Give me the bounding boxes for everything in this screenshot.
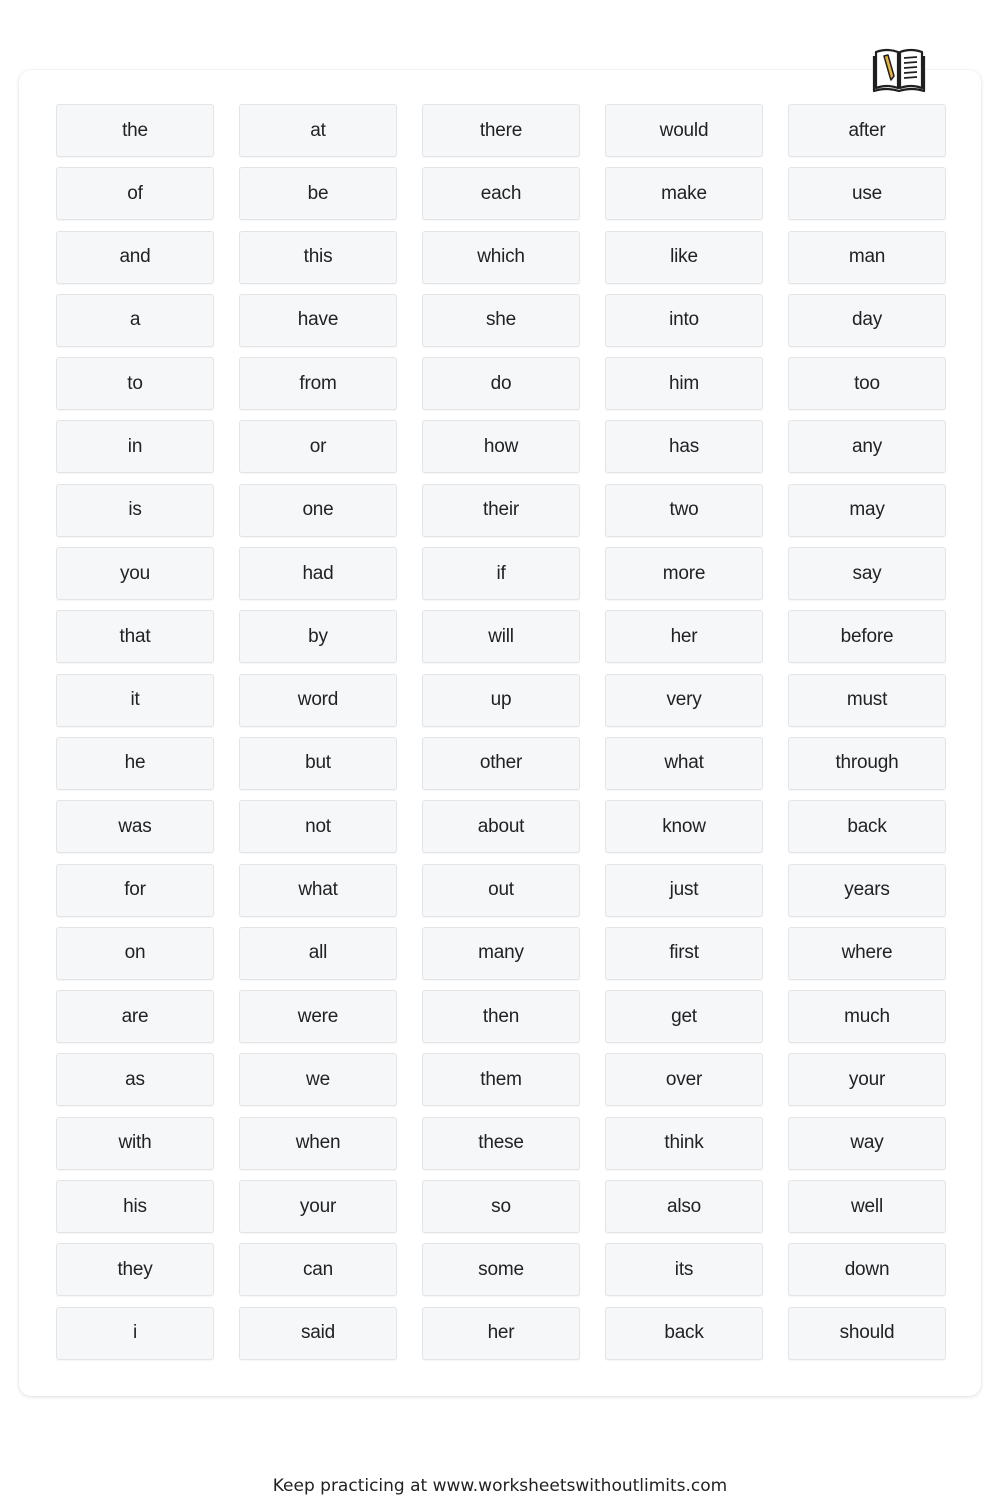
word-label: when (295, 1132, 341, 1154)
word-label: get (671, 1005, 697, 1027)
word-label: he (124, 752, 146, 774)
word-cell (605, 357, 763, 410)
word-cell (239, 104, 397, 157)
word-label: first (669, 942, 699, 964)
word-label: up (490, 689, 512, 711)
footer-text: Keep practicing at www.worksheetswithoutlimits.com (272, 1476, 728, 1496)
word-cell (788, 1243, 946, 1296)
word-label: not (305, 815, 331, 837)
word-cell (239, 167, 397, 220)
word-cell (56, 1307, 214, 1360)
word-label: should (839, 1322, 895, 1344)
word-label: for (124, 879, 146, 901)
word-label: down (844, 1258, 890, 1280)
word-cell (788, 1307, 946, 1360)
word-cell (239, 927, 397, 980)
word-cell (56, 357, 214, 410)
word-cell (788, 167, 946, 220)
word-cell (56, 1117, 214, 1170)
word-label: way (850, 1132, 884, 1154)
word-label: very (666, 689, 702, 711)
word-label: out (488, 879, 514, 901)
word-cell (239, 294, 397, 347)
word-label: back (664, 1322, 704, 1344)
word-label: any (851, 435, 883, 457)
word-label: after (848, 119, 886, 141)
word-label: think (664, 1132, 704, 1154)
word-cell (239, 1307, 397, 1360)
word-label: back (847, 815, 887, 837)
word-cell (422, 357, 580, 410)
word-label: make (661, 182, 707, 204)
word-cell (422, 1117, 580, 1170)
word-label: say (852, 562, 882, 584)
word-cell (239, 1053, 397, 1106)
word-label: they (117, 1258, 153, 1280)
word-cell (788, 674, 946, 727)
word-cell (56, 1180, 214, 1233)
word-label: the (122, 119, 148, 141)
word-cell (788, 990, 946, 1043)
word-cell (605, 864, 763, 917)
word-label: about (477, 815, 525, 837)
word-label: like (670, 246, 698, 268)
word-cell (422, 1053, 580, 1106)
word-cell (788, 1117, 946, 1170)
word-cell (239, 800, 397, 853)
word-cell (788, 1180, 946, 1233)
word-label: at (310, 119, 326, 141)
word-label: with (118, 1132, 152, 1154)
word-cell (605, 610, 763, 663)
word-cell (788, 1053, 946, 1106)
word-label: but (305, 752, 331, 774)
word-cell (788, 547, 946, 600)
word-label: well (851, 1195, 883, 1217)
word-cell (56, 294, 214, 347)
word-cell (239, 547, 397, 600)
word-cell (788, 231, 946, 284)
word-cell (788, 420, 946, 473)
word-label: then (482, 1005, 520, 1027)
word-cell (422, 420, 580, 473)
word-cell (239, 864, 397, 917)
word-label: their (483, 499, 519, 521)
word-cell (422, 800, 580, 853)
word-label: many (478, 942, 524, 964)
word-cell (56, 1053, 214, 1106)
word-cell (422, 990, 580, 1043)
word-label: word (297, 689, 339, 711)
word-label: into (669, 309, 699, 331)
word-label: if (496, 562, 506, 584)
word-label: we (306, 1068, 330, 1090)
word-label: its (674, 1258, 694, 1280)
word-label: man (848, 246, 886, 268)
word-cell (422, 1307, 580, 1360)
word-label: where (841, 942, 893, 964)
word-label: more (662, 562, 706, 584)
word-label: before (840, 625, 894, 647)
word-cell (56, 547, 214, 600)
word-label: her (670, 625, 698, 647)
word-label: one (302, 499, 334, 521)
word-cell (605, 1117, 763, 1170)
book-logo-icon (872, 44, 926, 94)
word-cell (56, 231, 214, 284)
word-label: from (299, 372, 337, 394)
word-cell (605, 927, 763, 980)
word-label: his (123, 1195, 147, 1217)
word-cell (605, 737, 763, 790)
word-cell (788, 610, 946, 663)
word-cell (239, 1180, 397, 1233)
word-label: it (130, 689, 140, 711)
word-label: are (121, 1005, 149, 1027)
word-cell (56, 927, 214, 980)
word-label: some (478, 1258, 524, 1280)
word-cell (422, 610, 580, 663)
word-label: may (849, 499, 885, 521)
word-cell (605, 294, 763, 347)
word-label: a (129, 309, 141, 331)
word-label: what (298, 879, 338, 901)
word-cell (56, 737, 214, 790)
word-label: how (483, 435, 519, 457)
word-label: was (118, 815, 152, 837)
word-cell (605, 547, 763, 600)
word-label: must (846, 689, 888, 711)
word-cell (422, 294, 580, 347)
word-label: and (119, 246, 151, 268)
word-cell (422, 1243, 580, 1296)
word-cell (605, 484, 763, 537)
word-cell (239, 420, 397, 473)
word-label: by (308, 625, 328, 647)
word-label: what (664, 752, 704, 774)
word-cell (605, 674, 763, 727)
word-cell (422, 484, 580, 537)
word-label: each (480, 182, 522, 204)
word-label: she (485, 309, 517, 331)
word-cell (605, 990, 763, 1043)
word-label: has (668, 435, 700, 457)
word-label: him (668, 372, 699, 394)
sight-word-grid (56, 104, 946, 1360)
word-cell (239, 1117, 397, 1170)
word-label: in (127, 435, 143, 457)
word-cell (788, 294, 946, 347)
word-cell (56, 420, 214, 473)
word-cell (788, 864, 946, 917)
word-label: this (303, 246, 333, 268)
word-cell (788, 104, 946, 157)
word-label: other (479, 752, 523, 774)
word-cell (239, 357, 397, 410)
word-cell (788, 357, 946, 410)
word-label: of (127, 182, 143, 204)
word-label: all (308, 942, 328, 964)
word-cell (56, 167, 214, 220)
word-cell (605, 800, 763, 853)
word-label: too (854, 372, 880, 394)
word-cell (239, 231, 397, 284)
word-label: as (125, 1068, 145, 1090)
word-cell (605, 104, 763, 157)
word-label: use (851, 182, 883, 204)
word-label: were (297, 1005, 339, 1027)
word-label: through (835, 752, 899, 774)
word-label: over (665, 1068, 703, 1090)
word-cell (56, 484, 214, 537)
word-label: do (490, 372, 512, 394)
word-cell (788, 800, 946, 853)
word-cell (605, 1243, 763, 1296)
word-label: two (669, 499, 699, 521)
word-cell (422, 231, 580, 284)
word-label: her (487, 1322, 515, 1344)
word-label: be (307, 182, 329, 204)
word-cell (56, 990, 214, 1043)
word-label: that (119, 625, 151, 647)
word-label: your (848, 1068, 886, 1090)
word-label: would (659, 119, 709, 141)
word-cell (605, 1180, 763, 1233)
word-label: there (479, 119, 523, 141)
word-cell (56, 800, 214, 853)
word-label: years (844, 879, 890, 901)
word-cell (239, 1243, 397, 1296)
word-cell (239, 990, 397, 1043)
word-label: just (669, 879, 699, 901)
word-label: so (491, 1195, 511, 1217)
word-label: can (302, 1258, 334, 1280)
word-cell (605, 231, 763, 284)
word-cell (56, 674, 214, 727)
word-label: which (477, 246, 525, 268)
word-cell (239, 674, 397, 727)
word-label: i (132, 1322, 138, 1344)
word-label: day (851, 309, 883, 331)
word-cell (239, 484, 397, 537)
word-cell (239, 737, 397, 790)
word-label: much (844, 1005, 890, 1027)
word-cell (239, 610, 397, 663)
word-label: you (119, 562, 151, 584)
word-cell (788, 484, 946, 537)
word-label: will (488, 625, 514, 647)
word-cell (605, 420, 763, 473)
word-cell (422, 927, 580, 980)
word-label: these (478, 1132, 524, 1154)
word-label: had (302, 562, 334, 584)
word-label: or (309, 435, 327, 457)
word-label: said (300, 1322, 336, 1344)
word-cell (422, 167, 580, 220)
word-cell (56, 104, 214, 157)
word-cell (422, 1180, 580, 1233)
word-cell (422, 547, 580, 600)
word-cell (56, 864, 214, 917)
word-cell (422, 104, 580, 157)
word-label: know (662, 815, 706, 837)
word-cell (422, 737, 580, 790)
word-cell (56, 1243, 214, 1296)
word-label: also (666, 1195, 702, 1217)
word-cell (605, 1307, 763, 1360)
word-label: to (127, 372, 143, 394)
word-label: have (297, 309, 339, 331)
word-cell (605, 167, 763, 220)
word-cell (788, 737, 946, 790)
word-cell (422, 674, 580, 727)
word-cell (788, 927, 946, 980)
word-cell (605, 1053, 763, 1106)
word-label: is (128, 499, 142, 521)
word-label: them (480, 1068, 522, 1090)
word-cell (422, 864, 580, 917)
word-label: your (299, 1195, 337, 1217)
word-cell (56, 610, 214, 663)
word-label: on (124, 942, 146, 964)
